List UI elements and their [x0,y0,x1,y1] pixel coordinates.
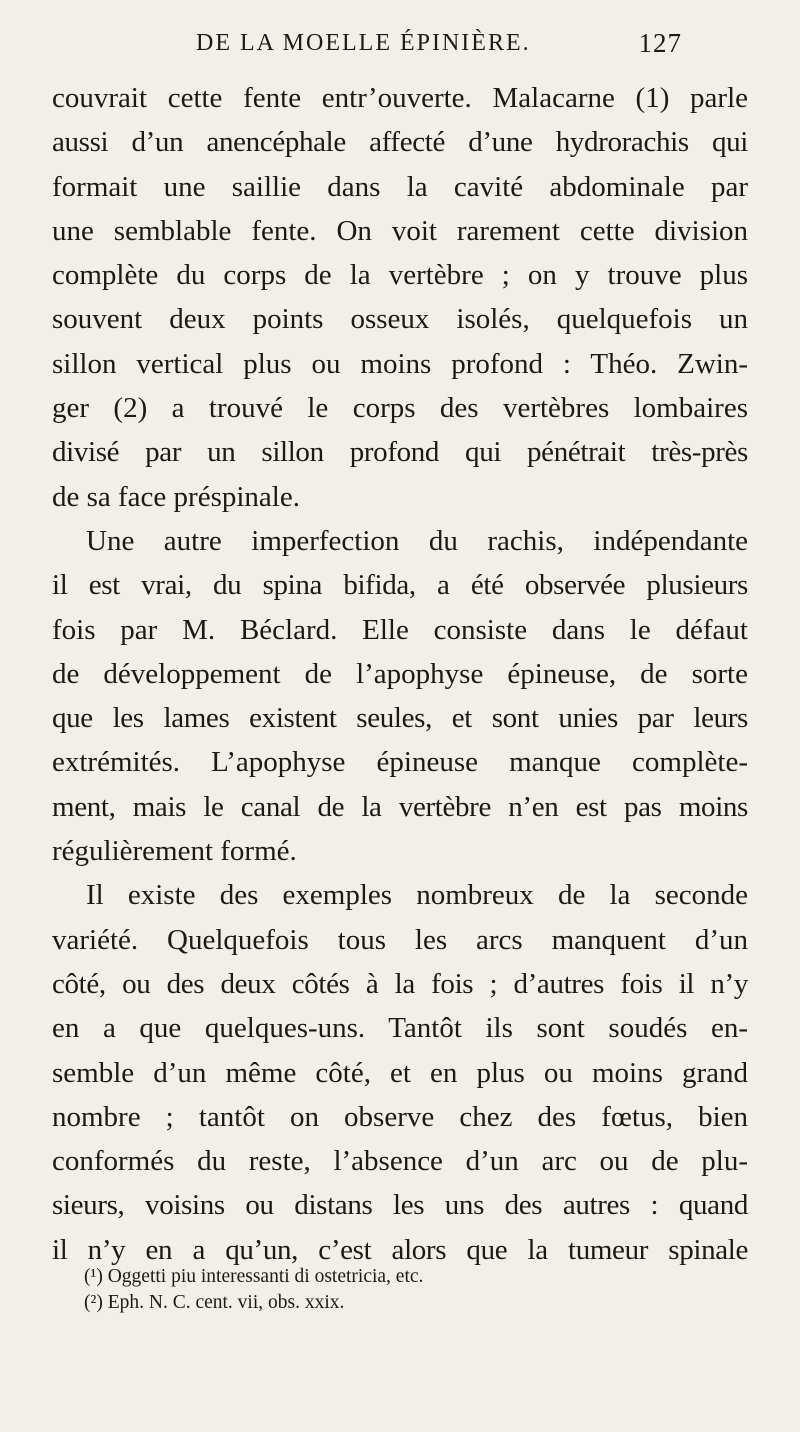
text-line: que les lames existent seules, et sont unies par leurs [52,702,748,735]
text-line: souvent deux points osseux isolés, quelquefois un [52,303,748,336]
text-line: ger (2) a trouvé le corps des vertèbres lombaires [52,392,748,425]
text-line: une semblable fente. On voit rarement cette division [52,214,748,247]
text-line: de sa face préspinale. [52,480,300,513]
text-line: fois par M. Béclard. Elle consiste dans le défaut [52,613,748,646]
text-line: divisé par un sillon profond qui pénétrait très-près [52,436,748,469]
text-line: sillon vertical plus ou moins profond : Théo. Zwin- [52,347,748,380]
text-line: en a que quelques-uns. Tantôt ils sont soudés en- [52,1012,748,1045]
text-line: nombre ; tantôt on observe chez des fœtus, bien [52,1100,748,1133]
text-line: variété. Quelquefois tous les arcs manquent d’un [52,923,748,956]
text-line: complète du corps de la vertèbre ; on y trouve plus [52,259,748,292]
body-text [52,76,748,1272]
text-line: aussi d’un anencéphale affecté d’une hydrorachis qui [52,126,748,159]
footnote: (²) Eph. N. C. cent. vii, obs. xxix. [84,1292,345,1313]
text-line: côté, ou des deux côtés à la fois ; d’autres fois il n’y [52,967,748,1000]
running-title: DE LA MOELLE ÉPINIÈRE. [196,30,531,56]
text-line: régulièrement formé. [52,835,297,868]
paragraph-start-line: Une autre imperfection du rachis, indépendante [86,524,748,557]
text-line: sieurs, voisins ou distans les uns des autres : quand [52,1189,748,1222]
footnotes [84,1264,584,1316]
text-line: il est vrai, du spina bifida, a été observée plusieurs [52,569,748,602]
page-number: 127 [638,28,682,58]
text-line: ment, mais le canal de la vertèbre n’en est pas moins [52,790,748,823]
text-line: formait une saillie dans la cavité abdominale par [52,170,748,203]
text-line: de développement de l’apophyse épineuse, de sorte [52,657,748,690]
text-line: conformés du reste, l’absence d’un arc ou de plu- [52,1145,748,1178]
text-line: semble d’un même côté, et en plus ou moins grand [52,1056,748,1089]
running-head [196,30,682,70]
paragraph-start-line: Il existe des exemples nombreux de la seconde [86,879,748,912]
footnote: (¹) Oggetti piu interessanti di ostetricia, etc. [84,1266,424,1287]
text-line: couvrait cette fente entr’ouverte. Malacarne (1) parle [52,82,748,114]
text-line: il n’y en a qu’un, c’est alors que la tumeur spinale [52,1233,748,1266]
text-line: extrémités. L’apophyse épineuse manque complète- [52,746,748,779]
